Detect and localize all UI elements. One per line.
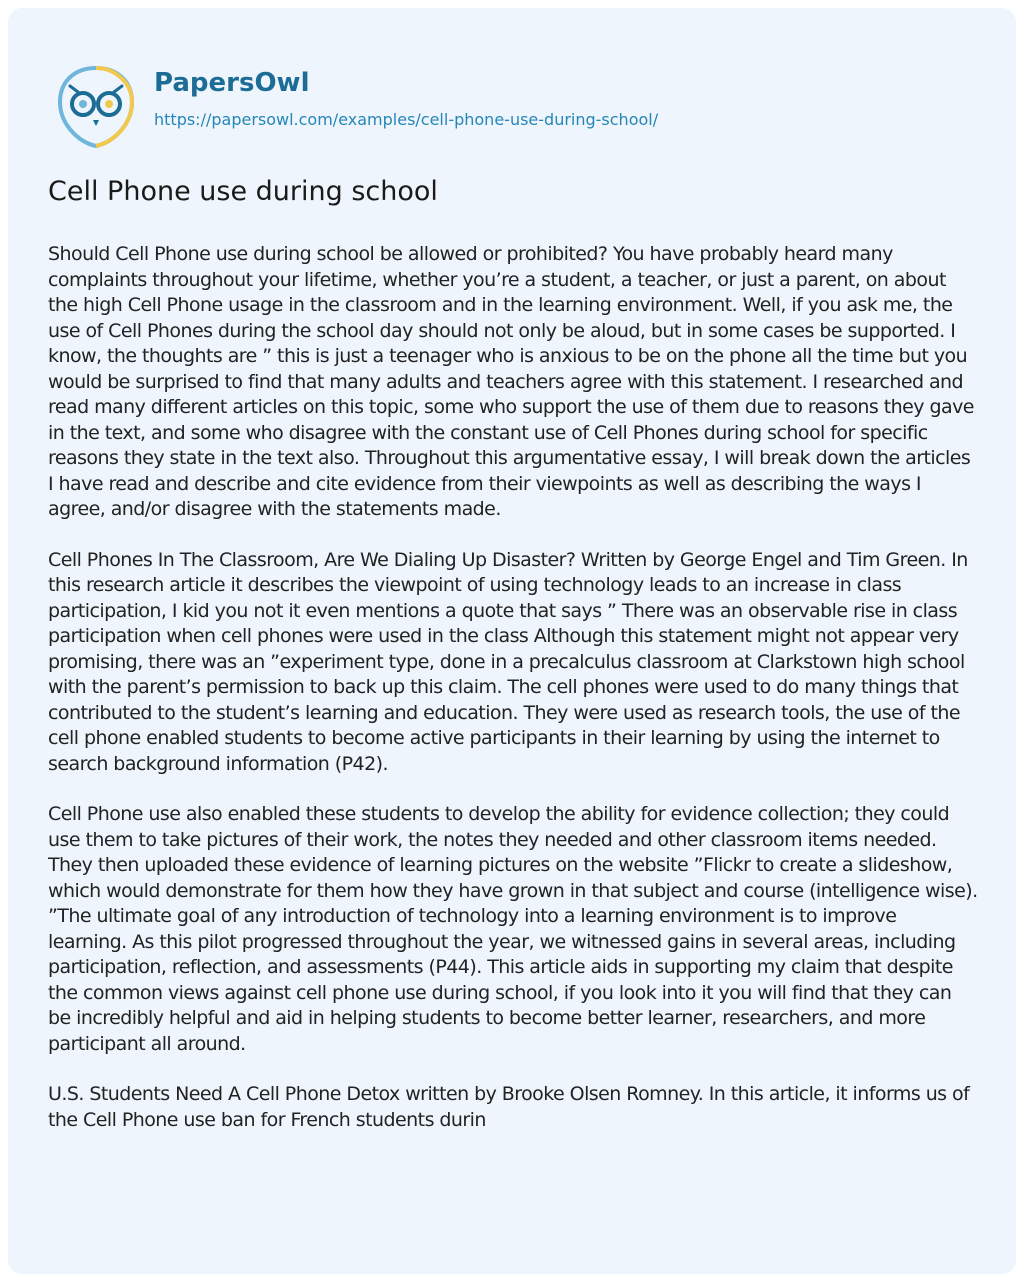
article-paragraph: Cell Phone use also enabled these students to develop the ability for evidence collection; they could use them to take pictures of their work, the notes they needed and other classroom items needed. They then uploaded these evidence of learning pictures on the website ”Flickr to create a slideshow, which would demonstrate for them how they have grown in that subject and course (intelligence wise). ”The ultimate goal of any introduction of technology into a learning environment is to improve learning. As this pilot progressed throughout the year, we witnessed gains in several areas, including participation, reflection, and assessments (P44). This article aids in supporting my claim that despite the common views against cell phone use during school, if you look into it you will find that they can be incredibly helpful and aid in helping students to become better learner, researchers, and more participant all around. <box>48 803 978 1055</box>
article-paragraph: U.S. Students Need A Cell Phone Detox written by Brooke Olsen Romney. In this article, it informs us of the Cell Phone use ban for French students durin <box>48 1083 970 1131</box>
article-body <box>48 242 978 1158</box>
owl-logo-icon[interactable] <box>56 64 136 150</box>
article-paragraph: Cell Phones In The Classroom, Are We Dialing Up Disaster? Written by George Engel and Tim Green. In this research article it describes the viewpoint of using technology leads to an increase in class participation, I kid you not it even mentions a quote that says ” There was an observable rise in class participation when cell phones were used in the class Although this statement might not appear very promising, there was an ”experiment type, done in a precalculus classroom at Clarkstown high school with the parent’s permission to back up this claim. The cell phones were used to do many things that contributed to the student’s learning and education. They were used as research tools, the use of the cell phone enabled students to become active participants in their learning by using the internet to search background information (P42). <box>48 548 968 775</box>
article-paragraph: Should Cell Phone use during school be allowed or prohibited? You have probably heard many complaints throughout your lifetime, whether you’re a student, a teacher, or just a parent, on about the high Cell Phone usage in the classroom and in the learning environment. Well, if you ask me, the use of Cell Phones during the school day should not only be aloud, but in some cases be supported. I know, the thoughts are ” this is just a teenager who is anxious to be on the phone all the time but you would be surprised to find that many adults and teachers agree with this statement. I researched and read many different articles on this topic, some who support the use of them due to reasons they gave in the text, and some who disagree with the constant use of Cell Phones during school for specific reasons they state in the text also. Throughout this argumentative essay, I will break down the articles I have read and describe and cite evidence from their viewpoints as well as describing the ways I agree, and/or disagree with the statements made. <box>48 243 974 520</box>
page-card <box>8 8 1016 1274</box>
article-title: Cell Phone use during school <box>48 176 438 207</box>
article-url-link[interactable]: https://papersowl.com/examples/cell-phone-use-during-school/ <box>154 110 659 129</box>
brand-name[interactable]: PapersOwl <box>154 68 310 98</box>
